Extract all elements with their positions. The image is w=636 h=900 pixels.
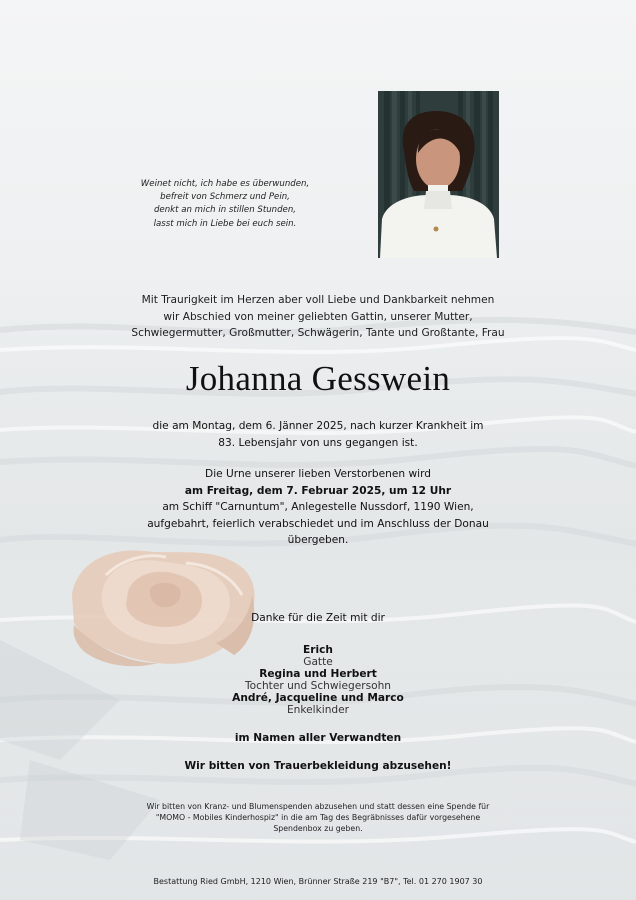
family-member-name: André, Jacqueline und Marco: [232, 692, 404, 704]
death-notice: [0, 418, 636, 451]
family-member-name: Erich: [303, 644, 333, 656]
family-member-name: Regina und Herbert: [259, 668, 377, 680]
intro-line: Schwiegermutter, Großmutter, Schwägerin, Tante und Großtante, Frau: [131, 327, 505, 340]
urn-line: übergeben.: [287, 534, 349, 547]
family-member: [0, 668, 636, 692]
family-member: [0, 692, 636, 716]
donation-line: "MOMO - Mobiles Kinderhospiz" in die am Tag des Begräbnisses dafür vorgesehene: [155, 812, 481, 822]
urn-date: am Freitag, dem 7. Februar 2025, um 12 Uhr: [184, 484, 452, 497]
poem-line: lasst mich in Liebe bei euch sein.: [153, 218, 297, 229]
deceased-name: Johanna Gesswein: [185, 359, 451, 398]
urn-line: aufgebahrt, feierlich verabschiedet und im Anschluss der Donau: [147, 517, 489, 530]
intro-text: [0, 292, 636, 342]
intro-line: wir Abschied von meiner geliebten Gattin, unserer Mutter,: [163, 310, 473, 323]
family-member-role: Enkelkinder: [286, 704, 349, 716]
poem-line: Weinet nicht, ich habe es überwunden,: [140, 179, 310, 189]
family-member: [0, 644, 636, 668]
donation-note: [0, 802, 636, 834]
family-member-role: Tochter und Schwiegersohn: [244, 680, 392, 692]
poem-line: denkt an mich in stillen Stunden,: [153, 205, 297, 216]
dress-code-note: Wir bitten von Trauerbekleidung abzusehen!: [184, 760, 452, 772]
donation-line: Spendenbox zu geben.: [273, 823, 363, 833]
urn-line: Die Urne unserer lieben Verstorbenen wird: [205, 468, 431, 480]
urn-ceremony: [0, 466, 636, 549]
death-line: 83. Lebensjahr von uns gegangen ist.: [218, 436, 418, 449]
donation-line: Wir bitten von Kranz- und Blumenspenden abzusehen und statt dessen eine Spende für: [146, 802, 490, 811]
relatives-line: im Namen aller Verwandten: [234, 732, 402, 744]
family-list: [0, 644, 636, 716]
poem-line: befreit von Schmerz und Pein,: [160, 192, 290, 203]
funeral-home-footer: Bestattung Ried GmbH, 1210 Wien, Brünner Straße 219 "B7", Tel. 01 270 1907 30: [153, 877, 483, 886]
poem: [120, 178, 330, 231]
death-line: die am Montag, dem 6. Jänner 2025, nach kurzer Krankheit im: [152, 420, 484, 432]
family-member-role: Gatte: [303, 656, 333, 668]
thanks-line: Danke für die Zeit mit dir: [251, 612, 385, 624]
urn-line: am Schiff "Carnuntum", Anlegestelle Nussdorf, 1190 Wien,: [162, 501, 474, 514]
intro-line: Mit Traurigkeit im Herzen aber voll Liebe und Dankbarkeit nehmen: [141, 294, 495, 306]
